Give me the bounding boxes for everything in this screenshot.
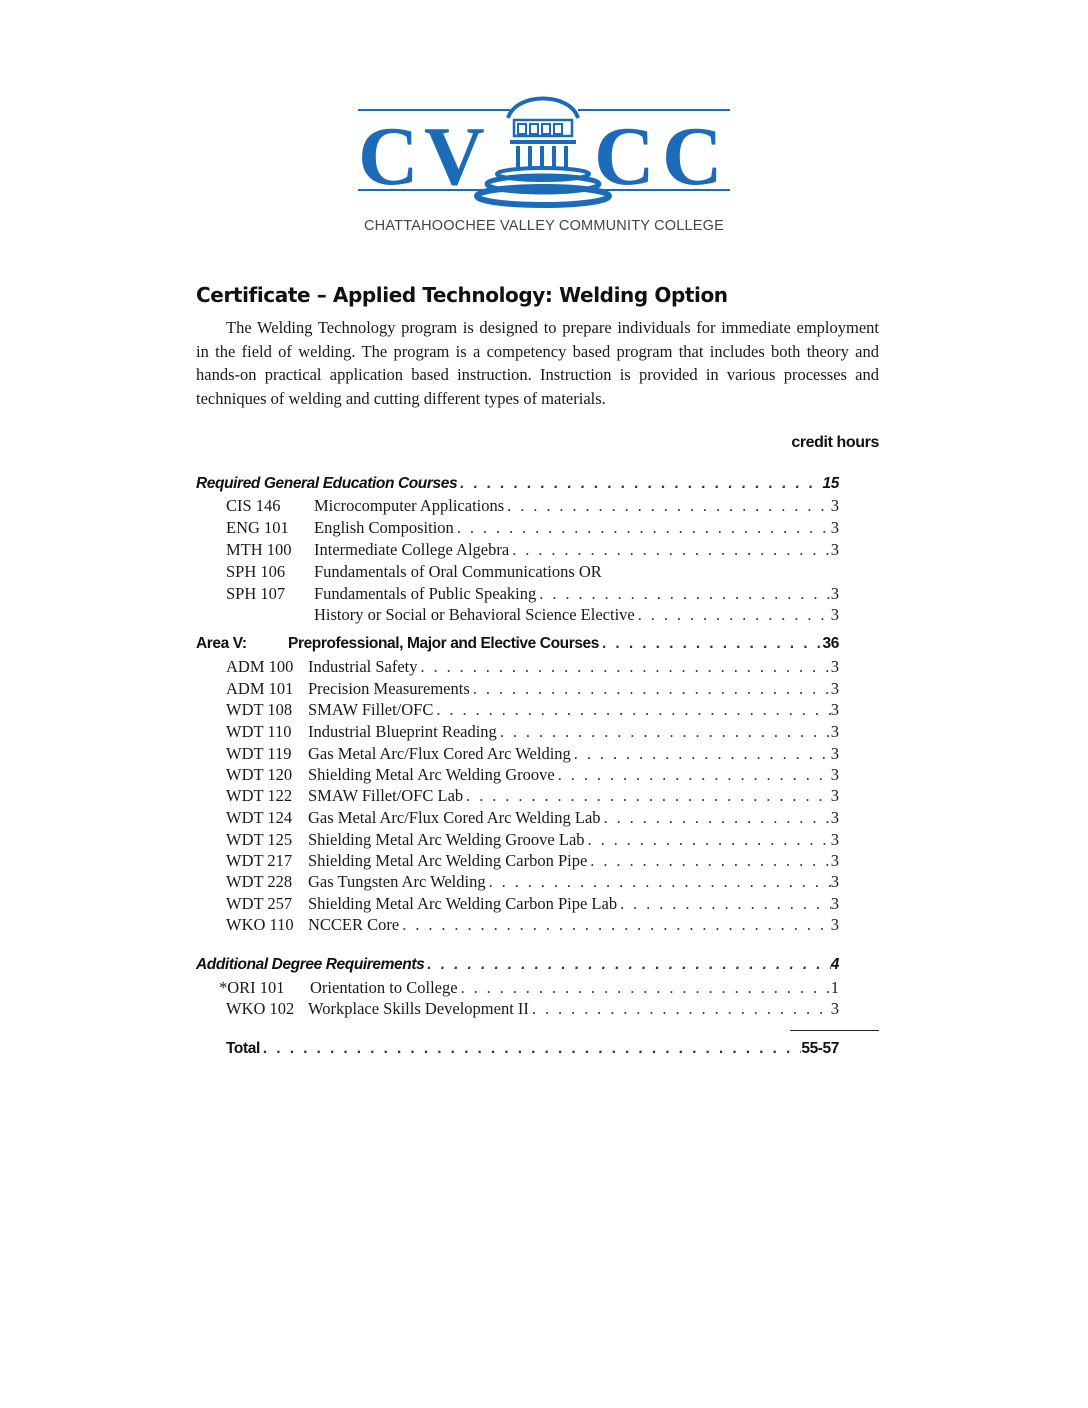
course-title: Orientation to College [310, 978, 458, 997]
logo-text-left: C [358, 110, 419, 203]
section-hours: 15 [822, 475, 839, 492]
course-hours: 3 [830, 765, 839, 784]
dot-leader [260, 1040, 801, 1058]
course-title: Gas Metal Arc/Flux Cored Arc Welding [308, 744, 571, 763]
course-hours: 3 [830, 496, 839, 515]
total-hours: 55-57 [801, 1040, 839, 1057]
course-code: ADM 100 [226, 657, 294, 676]
course-code: WDT 120 [226, 765, 293, 784]
course-title: Fundamentals of Public Speaking [314, 584, 537, 603]
course-code: WDT 110 [226, 722, 292, 741]
course-row [226, 584, 839, 606]
college-name: CHATTAHOOCHEE VALLEY COMMUNITY COLLEGE [364, 218, 724, 234]
course-title: Shielding Metal Arc Welding Carbon Pipe [308, 851, 588, 870]
course-row [226, 808, 839, 830]
course-row [226, 786, 839, 808]
course-row [226, 700, 839, 722]
course-code: WDT 228 [226, 872, 293, 891]
course-code: CIS 146 [226, 496, 281, 515]
course-row [226, 744, 839, 766]
dot-leader [504, 496, 831, 516]
course-hours: 3 [830, 540, 839, 559]
course-code: SPH 107 [226, 584, 286, 603]
dot-leader [571, 744, 831, 764]
svg-text:C: C [662, 110, 723, 203]
dot-leader [587, 851, 830, 871]
section-heading-area-v [196, 635, 839, 657]
dot-leader [418, 657, 831, 677]
section-title: Preprofessional, Major and Elective Courses [288, 635, 599, 652]
course-row [226, 540, 839, 562]
course-title: SMAW Fillet/OFC Lab [308, 786, 464, 805]
course-code: SPH 106 [226, 562, 286, 581]
dot-leader [399, 915, 831, 935]
course-code: WDT 122 [226, 786, 293, 805]
dot-leader [635, 605, 831, 625]
credit-hours-header: credit hours [791, 434, 879, 451]
total-row [226, 1040, 839, 1062]
program-description: The Welding Technology program is designed to prepare individuals for immediate employment in the field of welding. The program is a competency based program that includes both theory and hands-on practical application based instruction. Instruction is provided in various processes and techniques of welding and cutting different types of materials. [196, 318, 879, 408]
course-title: History or Social or Behavioral Science Elective [314, 605, 635, 624]
building-dome-icon [356, 84, 732, 214]
course-hours: 3 [830, 657, 839, 676]
dot-leader [424, 956, 830, 974]
course-code: WDT 125 [226, 830, 293, 849]
page-title: Certificate – Applied Technology: Welding Option [196, 283, 728, 307]
course-hours: 3 [830, 584, 839, 603]
course-code: WDT 119 [226, 744, 292, 763]
course-title: Shielding Metal Arc Welding Groove [308, 765, 555, 784]
dot-leader [585, 830, 831, 850]
course-row [226, 679, 839, 701]
dot-leader [457, 475, 822, 493]
course-row [226, 518, 839, 540]
dot-leader [617, 894, 831, 914]
course-title: Gas Tungsten Arc Welding [308, 872, 486, 891]
dot-leader [599, 635, 823, 653]
svg-text:V: V [424, 110, 485, 203]
course-code: *ORI 101 [219, 978, 285, 997]
dot-leader [509, 540, 831, 560]
course-hours: 3 [830, 851, 839, 870]
college-logo [356, 84, 732, 240]
course-hours: 3 [830, 830, 839, 849]
course-row [226, 657, 839, 679]
course-title: Fundamentals of Oral Communications OR [314, 562, 602, 581]
course-row [226, 562, 839, 584]
course-row [226, 999, 839, 1021]
course-hours: 3 [830, 894, 839, 913]
course-row [226, 894, 839, 916]
course-row [226, 851, 839, 873]
dot-leader [454, 518, 831, 538]
course-title: Industrial Blueprint Reading [308, 722, 497, 741]
course-hours: 3 [830, 700, 839, 719]
dot-leader [536, 584, 830, 604]
course-title: SMAW Fillet/OFC [308, 700, 434, 719]
area-label: Area V: [196, 635, 247, 652]
course-hours: 3 [830, 808, 839, 827]
dot-leader [458, 978, 831, 998]
course-title: Shielding Metal Arc Welding Carbon Pipe Lab [308, 894, 618, 913]
svg-text:C: C [594, 110, 655, 203]
course-hours: 3 [830, 722, 839, 741]
course-row [226, 915, 839, 937]
course-title: NCCER Core [308, 915, 400, 934]
total-divider [790, 1030, 879, 1031]
section-heading-general-education [196, 475, 839, 497]
course-code: MTH 100 [226, 540, 292, 559]
section-title: Additional Degree Requirements [196, 956, 425, 973]
course-row [226, 605, 839, 627]
course-title: Microcomputer Applications [314, 496, 505, 515]
course-hours: 3 [830, 605, 839, 624]
dot-leader [601, 808, 831, 828]
course-hours: 3 [830, 679, 839, 698]
course-code: ENG 101 [226, 518, 289, 537]
section-title: Required General Education Courses [196, 475, 458, 492]
course-row [226, 765, 839, 787]
dot-leader [497, 722, 831, 742]
course-row [226, 496, 839, 518]
course-hours: 1 [830, 978, 839, 997]
course-row [226, 872, 839, 894]
section-heading-additional [196, 956, 839, 978]
dot-leader [529, 999, 831, 1019]
course-row [226, 722, 839, 744]
course-title: English Composition [314, 518, 454, 537]
dot-leader [433, 700, 830, 720]
section-hours: 36 [822, 635, 839, 652]
course-hours: 3 [830, 744, 839, 763]
course-title: Precision Measurements [308, 679, 470, 698]
course-code: WDT 108 [226, 700, 293, 719]
course-hours: 3 [830, 786, 839, 805]
course-hours: 3 [830, 518, 839, 537]
course-code: WKO 102 [226, 999, 295, 1018]
dot-leader [463, 786, 831, 806]
course-hours: 3 [830, 915, 839, 934]
course-title: Industrial Safety [308, 657, 418, 676]
dot-leader [470, 679, 831, 699]
course-title: Workplace Skills Development II [308, 999, 529, 1018]
total-label: Total [226, 1040, 260, 1057]
course-code: ADM 101 [226, 679, 294, 698]
dot-leader [486, 872, 831, 892]
course-code: WDT 217 [226, 851, 293, 870]
course-title: Intermediate College Algebra [314, 540, 510, 559]
course-hours: 3 [830, 872, 839, 891]
course-hours: 3 [830, 999, 839, 1018]
course-title: Shielding Metal Arc Welding Groove Lab [308, 830, 585, 849]
course-row [219, 978, 839, 1000]
course-code: WDT 124 [226, 808, 293, 827]
section-hours: 4 [830, 956, 839, 973]
course-row [226, 830, 839, 852]
dot-leader [555, 765, 831, 785]
course-title: Gas Metal Arc/Flux Cored Arc Welding Lab [308, 808, 601, 827]
course-code: WDT 257 [226, 894, 293, 913]
course-code: WKO 110 [226, 915, 294, 934]
